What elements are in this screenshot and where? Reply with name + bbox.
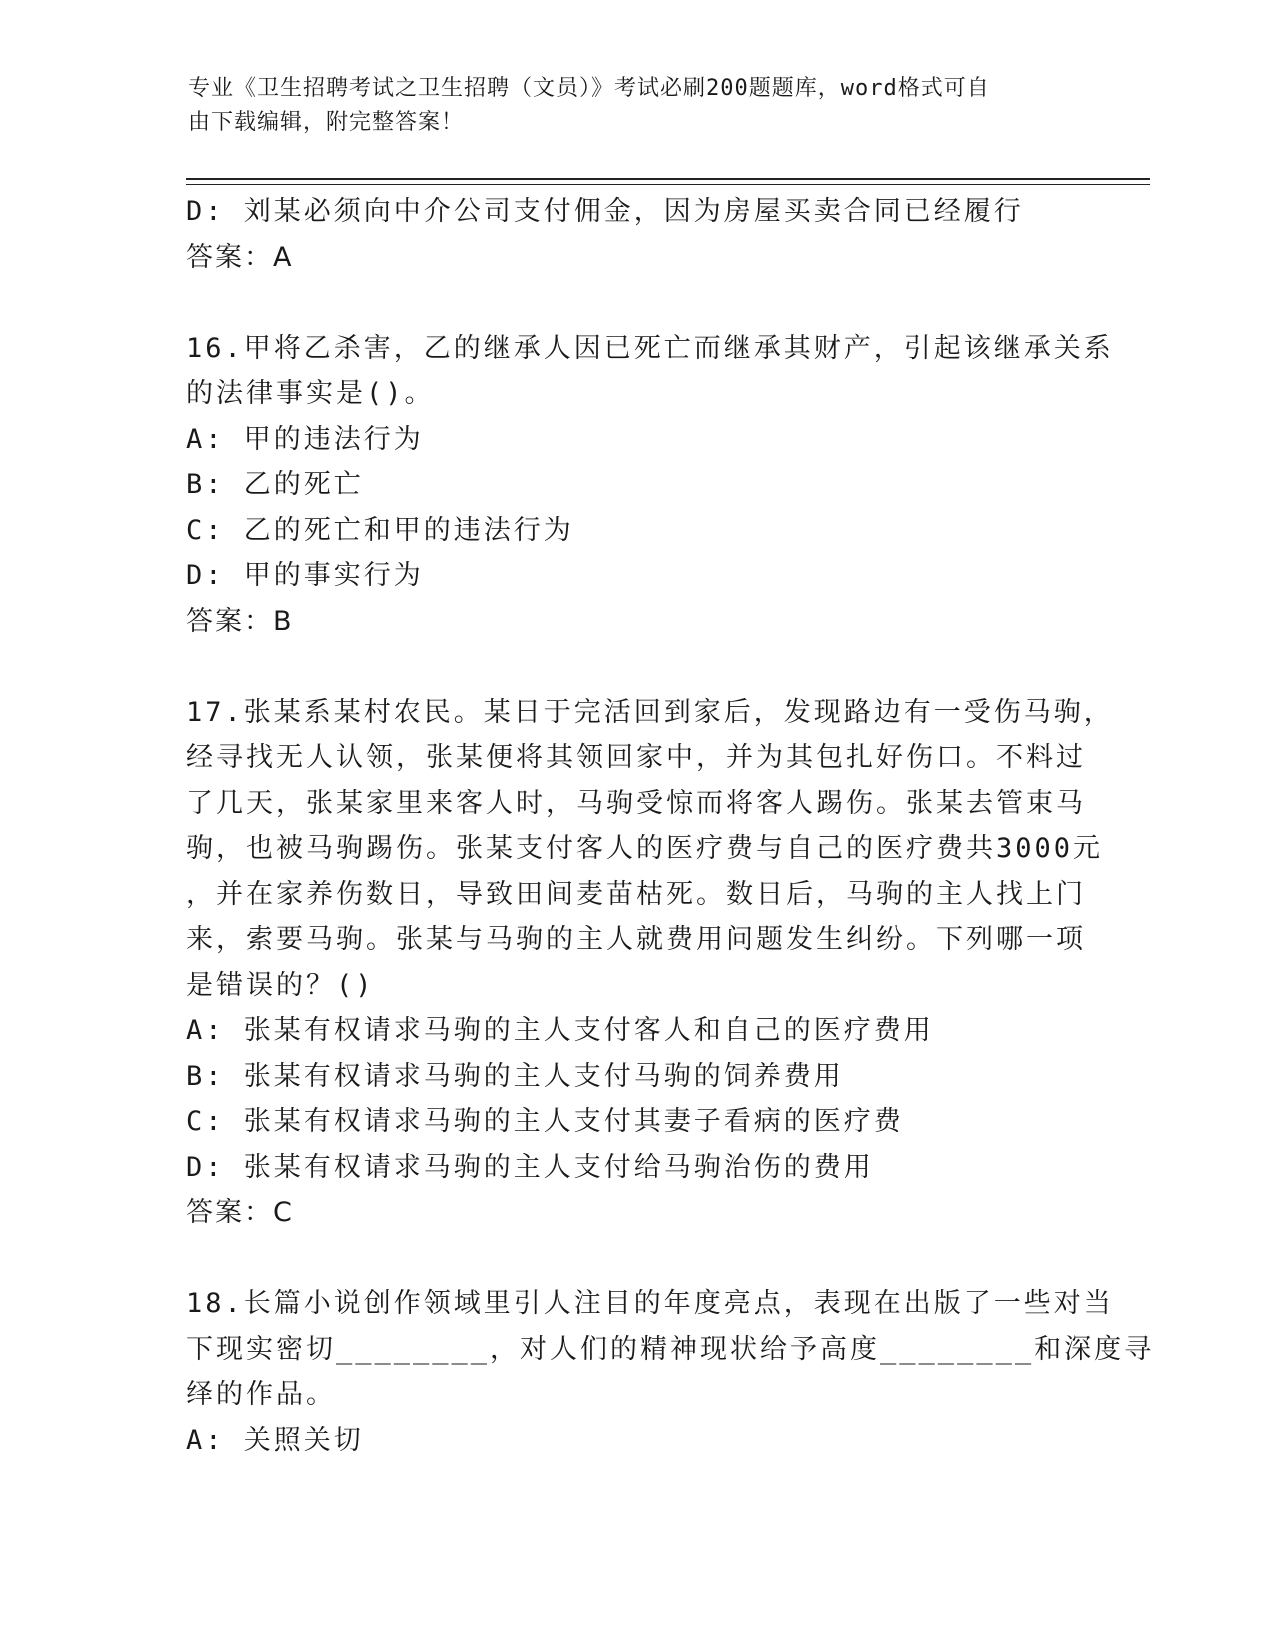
option-a: A: 张某有权请求马驹的主人支付客人和自己的医疗费用 [186,1015,934,1046]
header-line-2: 由下载编辑，附完整答案！ [188,110,465,135]
question-stem-line: 是错误的？() [186,969,375,1001]
option-d: D: 甲的事实行为 [186,560,424,591]
header-line-1: 专业《卫生招聘考试之卫生招聘（文员）》考试必刷200题题库，word格式可自 [188,76,990,101]
question-stem-line: 17.张某系某村农民。某日于完活回到家后，发现路边有一受伤马驹， [186,696,1114,728]
question-16 [186,326,1114,645]
question-17 [186,690,1114,1236]
question-stem-line: 的法律事实是()。 [186,378,435,409]
question-stem-line: 经寻找无人认领，张某便将其领回家中，并为其包扎好伤口。不料过 [186,742,1086,773]
header-divider-thick [186,178,1150,180]
answer: 答案：A [186,241,294,273]
question-stem-line: 下现实密切________，对人们的精神现状给予高度________和深度寻 [186,1333,1155,1365]
question-stem-line: 18.长篇小说创作领域里引人注目的年度亮点，表现在出版了一些对当 [186,1288,1114,1319]
question-stem-line: 16.甲将乙杀害，乙的继承人因已死亡而继承其财产，引起该继承关系 [186,332,1114,364]
question-18 [186,1281,1155,1463]
option-d: D: 刘某必须向中介公司支付佣金，因为房屋买卖合同已经履行 [186,196,1024,227]
option-b: B: 乙的死亡 [186,469,364,500]
answer: 答案：B [186,605,294,637]
answer: 答案：C [186,1197,294,1228]
spacer [186,644,1086,690]
question-stem-line: 驹，也被马驹踢伤。张某支付客人的医疗费与自己的医疗费共3000元 [186,833,1104,864]
option-c: C: 张某有权请求马驹的主人支付其妻子看病的医疗费 [186,1106,904,1137]
page-header [188,72,1068,140]
question-stem-line: ，并在家养伤数日，导致田间麦苗枯死。数日后，马驹的主人找上门 [186,878,1086,910]
question-stem-line: 来，索要马驹。张某与马驹的主人就费用问题发生纠纷。下列哪一项 [186,924,1086,955]
option-a: A: 关照关切 [186,1424,364,1456]
spacer [186,1236,1086,1282]
option-a: A: 甲的违法行为 [186,423,424,455]
option-b: B: 张某有权请求马驹的主人支付马驹的饲养费用 [186,1060,844,1092]
question-content [186,189,1155,1463]
spacer [186,280,1086,326]
question-stem-line: 了几天，张某家里来客人时，马驹受惊而将客人踢伤。张某去管束马 [186,787,1086,819]
option-d: D: 张某有权请求马驹的主人支付给马驹治伤的费用 [186,1151,874,1183]
header-divider-thin [186,184,1150,185]
question-stem-line: 绎的作品。 [186,1379,336,1410]
option-c: C: 乙的死亡和甲的违法行为 [186,514,574,546]
